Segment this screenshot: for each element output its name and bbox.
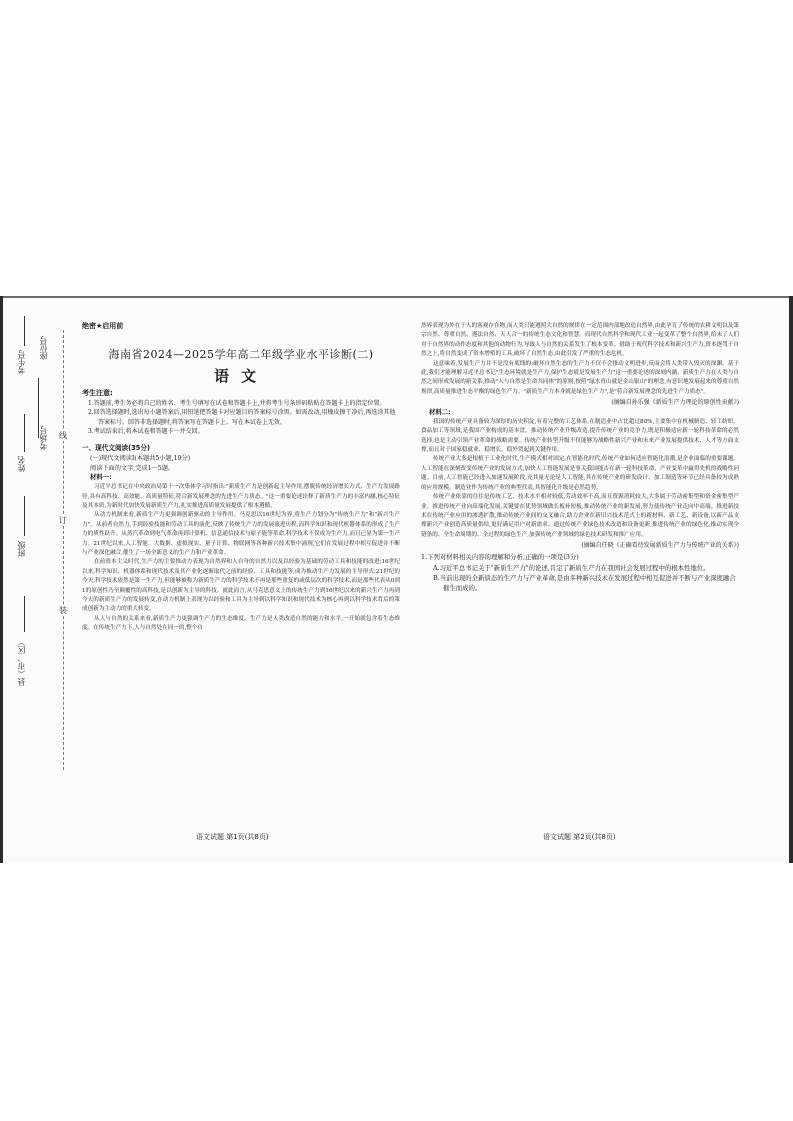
notice-item: 2.回答选择题时,选出每小题答案后,用铅笔把答题卡对应题目的答案标号涂黑。如需改动,用橡皮擦干净后,再选涂其他答案标号。回答非选择题时,将答案写在答题卡上。写在本试卷上无效。 <box>88 409 396 426</box>
binding-name-label: 姓名 <box>17 456 26 472</box>
page-1-footer: 语文试题 第1页(共8页) <box>196 833 269 841</box>
binding-seat-no-label: 座位号 <box>39 336 48 360</box>
seat-blank <box>38 378 39 438</box>
material-paragraph: 传统产业依靠的往往是传统工艺、技术水平相对较低,劳动效率不高,而且资源消耗较大,大多属于劳动密集型和资金密集型产业。推进传统产业向高端化发展,关键要在优势领域做长板补短板,推动传统产业的新发展,努力使传统产业走向中高端。推进新技术在传统产业应用的渗透扩散,推动传统产业间的交叉融合,助力企业在新旧兴技术范式上的新材料、新工艺、新设备,以新产品支撑新兴产业创造高质量供给,更好满足用户对新需求。通过传统产业绿色技术改造和设备更新,推进传统产业的绿色化,推动实现全链条的、全生命周期的、全过程的绿色生产,加强传统产业领域的绿色技术研发和推广应用。 <box>421 494 739 538</box>
material-2-source: (摘编自任晓《正确看待发展新质生产力与传统产业的关系》) <box>581 542 739 550</box>
reading-instruction: 阅读下面的文字,完成1～5题。 <box>90 464 175 472</box>
secret-mark: 绝密★启用前 <box>82 322 124 330</box>
notice-heading: 考生注意: <box>82 389 113 398</box>
sheet-right-edge <box>789 296 793 863</box>
binding-margin <box>0 296 78 863</box>
material-paragraph: 从动力机制来看,新质生产力更强调创新驱动的主导作用。马克思以16世纪为界,将生产力划分为"传统生产力"和"新兴生产力"。从前者自然力,手到经验技能和劳动工具的演化,反映了传统生产力的发展演进历程,而科学知识和现代机器体系的形成了生产力的质性跃升。从蒸汽革命到电气革命再到计算机、信息通信技术与原子能等革命,科学技术不仅成为生产力,而且已显为第一生产力。21世纪以来,人工智能、大数据、虚拟现实、量子计算、物联网等各种新兴技术集中涌现,它们在发展过程中相互促进并不断与产业深化融合,催生了一场全新意义的生产力和产业革命。 <box>82 512 400 557</box>
name-blank <box>24 414 25 452</box>
material-paragraph: 从人与自然的关系来看,新质生产力更强调生产力的生态维度。生产力是人类改造自然的能力和水平,一开始就包含着生态维度。在传统生产力下,人与自然处在同一的,整个自 <box>82 615 400 632</box>
material-paragraph: 这意味着,发展生产力并不是没有底线的;破坏自然生态的生产力不仅不会推动文明进步,反而会将人类带入毁灭的深渊。基于此,我们才能理解习近平总书记"生态环境就是生产力,保护生态就是发展生产力"这一重要论述的深刻内涵。新质生产力在人类与自然之间形成发展的新关系,推动"人与自然是生命共同体"的原则,按照"绿水青山就是金山银山"的理念,有意识地发展起来的尊重自然规律,高质量推进生态平衡的绿色生产力。"新质生产力本身就是绿色生产力",是"符合新发展理念的先进生产力质态"。 <box>421 360 739 395</box>
material-paragraph: 在前资本主义时代,生产力的主要推动力表现为自然界和人自身的自然力以及以经验为基础的劳动工具和技能的改进;16世纪以来,科学知识、机器体系和现代技术及其产业化逐渐取代之前的经验、工具和技能等,成为推动生产力发展的主导形式;21世纪的今天,科学技术依然是第一生产力,但能够被称为新质生产力的科学技术不再是那些重复的或低层次的科学技术,而是那些代表从0到1的原创性乃至颠覆性的高科技,是以创新为主导的科技。就此而言,从马克思意义上的传统生产力到16世纪以来的新兴生产力再到今天的新质生产力的发展转变,在动力机制上表现为以经验和工具为主导到以科学知识和现代技术为核心再到以科学技术背后的策成创新为主动力的重大转变。 <box>82 559 400 613</box>
material-1-heading: 材料一: <box>90 473 112 482</box>
sheet-top-edge <box>0 296 793 298</box>
question-option: B.当前出现的全新质态的生产力与产业革命,是由多种新兴技术在发展过程中相互促进并不断与产业深度融合催生而成的。 <box>433 573 736 592</box>
exam-no-blank <box>24 316 25 346</box>
notice-item: 1.答题前,考生务必将自己的姓名、考生号填写在试卷和答题卡上,并将考生号条形码粘贴在答题卡上的指定位置。 <box>88 400 386 408</box>
notice-item: 3.考试结束后,将本试卷和答题卡一并交回。 <box>88 427 204 435</box>
binding-exam-no-label: 考生号 <box>17 350 26 374</box>
cut-mark-xian: 线 <box>59 431 67 440</box>
material-paragraph: 传统产业大多是根植于工业化时代,生产模式相对固定,在智能化时代,传统产业如何适应智能化浪潮,是企业面临的重要课题。人工智能在深刻改变传统产业的发展方式,加快人工智能发展是事关我国能否在新一轮科技革命、产业变革中赢得先机的战略性问题。目前,人工智能已经进入加速发展阶段,充其量无论是人工智能,其在传统产业的研发设计、加工制造等环节已经具备较为成熟的应用规模。制造业作为传统产业的典型代表,其智能化升级是必然趋势。 <box>421 456 739 491</box>
question-option: A.习近平总书记关于"新质生产力"的论述,肯定了新质生产力在我国社会发展过程中的根本性地位。 <box>433 563 710 572</box>
binding-room-no-label: 考场号 <box>39 426 48 450</box>
material-2-heading: 材料二: <box>429 408 451 417</box>
binding-class-label: 班级 <box>17 541 26 557</box>
page-2-column <box>421 322 739 593</box>
material-paragraph: 习近平总书记在中央政治局第十一次集体学习时指出:"新质生产力是创新起主导作用,摆脱传统经济增长方式、生产力发展路径,具有高科技、高效能、高质量特征,符合新发展理念的先进生产力质态。"这一重要论述诠释了新质生产力的丰富内涵,核心特征及其本质,为新时代加快发展新质生产力,扎实推进高质量发展提供了根本遵循。 <box>82 484 400 509</box>
sub-heading: (一)现代文阅读Ⅰ(本题共5小题,19分) <box>90 454 191 462</box>
material-paragraph: 我国的传统产业具备较为深厚的历史积淀,有着完整的工艺体系,在制造业中占比超过80%,主要集中在机械制造、轻工纺织、食品加工等领域,是我国产业构成的基本盘。推动传统产业升级改造,提升传统产业的竞争力,既是积极适应新一轮科技革命的必然选择,也是主动引领产业革命的战略需要。传统产业转型升级不仅能够为战略性新兴产业和未来产业发展提供技术、人才等方面支撑,而且对于国家稳就业、稳增长、稳外贸起到关键作用。 <box>421 418 739 454</box>
page-2-footer: 语文试题 第2页(共8页) <box>543 833 616 841</box>
cut-mark-zhuang: 装 <box>59 606 67 615</box>
binding-cut-line <box>63 330 64 770</box>
class-blank <box>24 496 25 536</box>
material-1-source: (摘编自孙乐强《新质生产力理论的原创性贡献》) <box>611 399 739 407</box>
subject-title: 语文 <box>213 366 268 385</box>
exam-title: 海南省2024—2025学年高二年级学业水平诊断(二) <box>108 347 374 361</box>
material-paragraph: 然界表现为外在于人的客观存在物,而人类只能遵照大自然的规律在一定范围内部地改造自然界,由此孕育了传统的农耕文明以及第宗自然、尊重自然、遵法自然、天人合一的传统生态文化和智慧。而现代自然科学和现代工业一起变革了整个自然界,给未了人们对于自然界的动作态度和其他的动物行为,导致人与自然的关系发生了根本变革。借助于现代科学技术和新兴生产力,资本逐驾于自然之上,将自然变成了资本增殖的工具,破坏了自然生态,由此引发了严重的生态危机。 <box>421 323 739 358</box>
section-heading: 一、现代文阅读(35分) <box>82 444 150 452</box>
question-1: 1.下列对材料相关内容的理解和分析,正确的一项是(3分) <box>421 552 579 561</box>
page-1-column <box>82 322 400 634</box>
cut-mark-ding: 订 <box>59 516 67 525</box>
notice-list <box>82 399 400 436</box>
county-blank <box>24 596 25 632</box>
binding-county-label: 县（市、区） <box>17 638 26 686</box>
